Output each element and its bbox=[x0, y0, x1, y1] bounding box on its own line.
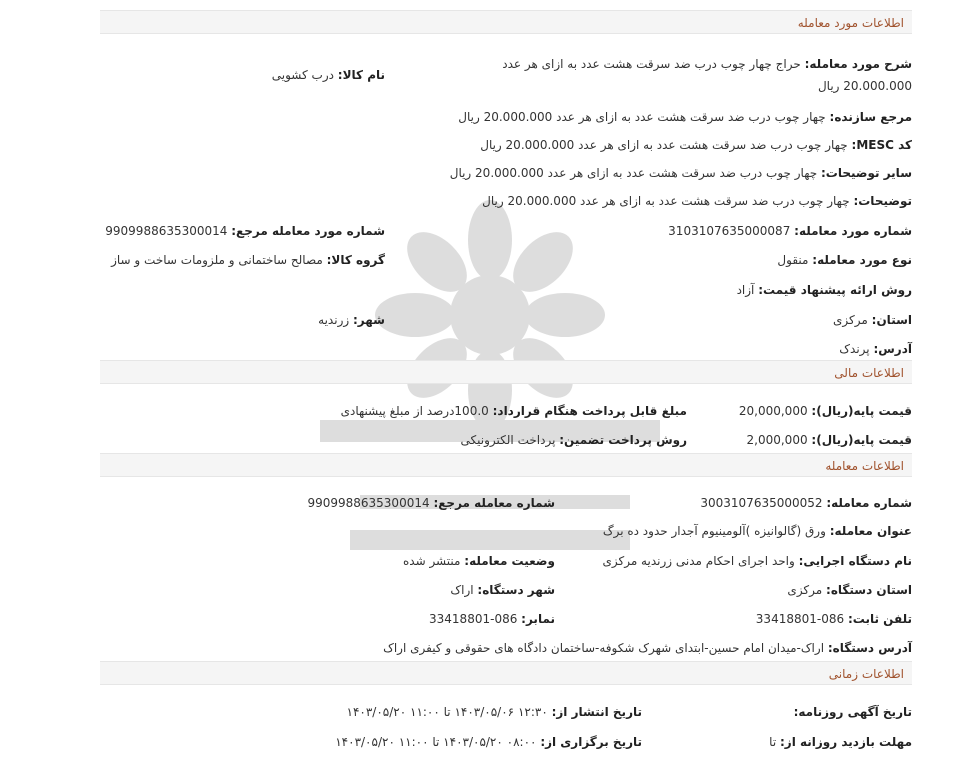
financial-base-price bbox=[739, 402, 912, 420]
deal-phone-value: 086-33418801 bbox=[755, 612, 845, 626]
item-group bbox=[111, 251, 385, 269]
time-newspaper-ad-label: تاریخ آگهی روزنامه: bbox=[793, 705, 912, 719]
time-hold bbox=[335, 733, 642, 751]
deal-title-label: عنوان معامله: bbox=[829, 524, 912, 538]
deal-status bbox=[403, 552, 555, 570]
item-maker bbox=[458, 108, 912, 126]
deal-status-value: منتشر شده bbox=[402, 554, 461, 568]
financial-payable bbox=[341, 402, 687, 420]
item-notes-value: چهار چوب درب ضد سرقت هشت عدد به ازای هر عدد 20.000.000 ریال bbox=[482, 194, 850, 208]
item-address-value: پرندک bbox=[839, 342, 870, 356]
item-notes-label: توضیحات: bbox=[853, 194, 912, 208]
item-group-label: گروه کالا: bbox=[326, 253, 385, 267]
deal-ref-number-value: 9909988635300014 bbox=[307, 496, 430, 510]
section-header-financial: اطلاعات مالی bbox=[100, 360, 912, 384]
item-province-label: استان: bbox=[871, 313, 912, 327]
item-city-label: شهر: bbox=[353, 313, 385, 327]
deal-address-value: اراک-میدان امام حسین-ابتدای شهرک شکوفه-ساختمان دادگاه های حقوقی و کیفری اراک bbox=[383, 641, 825, 655]
time-daily-visit-label: مهلت بازدید روزانه از: bbox=[780, 735, 912, 749]
deal-number bbox=[700, 494, 912, 512]
section-header-time: اطلاعات زمانی bbox=[100, 661, 912, 685]
deal-organization-label: نام دستگاه اجرایی: bbox=[798, 554, 912, 568]
deal-org-city-label: شهر دستگاه: bbox=[477, 583, 555, 597]
item-maker-value: چهار چوب درب ضد سرقت هشت عدد به ازای هر عدد 20.000.000 ریال bbox=[458, 110, 826, 124]
time-newspaper-ad bbox=[794, 703, 912, 721]
item-name-value: درب کشویی bbox=[271, 68, 334, 82]
deal-ref-number-label: شماره معامله مرجع: bbox=[433, 496, 555, 510]
item-mesc-value: چهار چوب درب ضد سرقت هشت عدد به ازای هر عدد 20.000.000 ریال bbox=[480, 138, 848, 152]
time-daily-visit bbox=[769, 733, 912, 751]
item-address bbox=[839, 340, 912, 358]
financial-guarantee-method-value: پرداخت الکترونیکی bbox=[460, 433, 556, 447]
deal-fax bbox=[429, 610, 555, 628]
deal-title bbox=[603, 522, 912, 540]
deal-title-value: ورق (گالوانیزه )آلومینیوم آجدار حدود ده برگ bbox=[602, 524, 826, 538]
item-description-value: حراج چهار چوب درب ضد سرقت هشت عدد به ازای هر عدد 20.000.000 ریال bbox=[502, 57, 912, 93]
deal-org-province bbox=[787, 581, 912, 599]
item-mesc-label: کد MESC: bbox=[851, 138, 912, 152]
item-number-label: شماره مورد معامله: bbox=[794, 224, 912, 238]
deal-org-city-value: اراک bbox=[450, 583, 474, 597]
time-hold-label: تاریخ برگزاری از: bbox=[540, 735, 642, 749]
item-ref-number bbox=[105, 222, 385, 240]
financial-guarantee-method bbox=[461, 431, 687, 449]
deal-number-value: 3003107635000052 bbox=[700, 496, 823, 510]
financial-base-price-2-value: 2,000,000 bbox=[746, 433, 808, 447]
section-header-deal: اطلاعات معامله bbox=[100, 453, 912, 477]
deal-fax-label: نمابر: bbox=[521, 612, 555, 626]
deal-org-province-label: استان دستگاه: bbox=[826, 583, 912, 597]
deal-address bbox=[383, 639, 912, 657]
time-daily-visit-value: تا bbox=[769, 735, 777, 749]
item-address-label: آدرس: bbox=[873, 342, 912, 356]
item-name bbox=[272, 66, 385, 84]
item-group-value: مصالح ساختمانی و ملزومات ساخت و ساز bbox=[111, 253, 323, 267]
deal-ref-number bbox=[307, 494, 555, 512]
deal-phone-label: تلفن ثابت: bbox=[847, 612, 912, 626]
time-publish-value: ۱۲:۳۰ ۱۴۰۳/۰۵/۰۶ تا ۱۱:۰۰ ۱۴۰۳/۰۵/۲۰ bbox=[346, 705, 548, 719]
item-type-label: نوع مورد معامله: bbox=[812, 253, 912, 267]
section-header-item-info: اطلاعات مورد معامله bbox=[100, 10, 912, 34]
item-price-method-value: آزاد bbox=[736, 283, 755, 297]
deal-status-label: وضعیت معامله: bbox=[464, 554, 555, 568]
item-city-value: زرندیه bbox=[318, 313, 350, 327]
item-other-notes-label: سایر توضیحات: bbox=[821, 166, 912, 180]
item-price-method bbox=[737, 281, 912, 299]
time-publish-label: تاریخ انتشار از: bbox=[551, 705, 642, 719]
financial-guarantee-method-label: روش پرداخت تضمین: bbox=[559, 433, 687, 447]
item-description-label: شرح مورد معامله: bbox=[804, 57, 912, 71]
financial-base-price-2 bbox=[747, 431, 912, 449]
item-mesc bbox=[480, 136, 912, 154]
item-type bbox=[777, 251, 912, 269]
item-price-method-label: روش ارائه پیشنهاد قیمت: bbox=[758, 283, 912, 297]
item-province bbox=[833, 311, 912, 329]
deal-phone bbox=[756, 610, 912, 628]
item-name-label: نام کالا: bbox=[337, 68, 385, 82]
item-number bbox=[668, 222, 912, 240]
item-number-value: 3103107635000087 bbox=[668, 224, 791, 238]
item-ref-number-value: 9909988635300014 bbox=[105, 224, 228, 238]
item-province-value: مرکزی bbox=[833, 313, 868, 327]
item-other-notes-value: چهار چوب درب ضد سرقت هشت عدد به ازای هر عدد 20.000.000 ریال bbox=[449, 166, 818, 180]
item-ref-number-label: شماره مورد معامله مرجع: bbox=[231, 224, 385, 238]
deal-number-label: شماره معامله: bbox=[826, 496, 912, 510]
deal-organization bbox=[602, 552, 912, 570]
financial-payable-value: 100.0درصد از مبلغ پیشنهادی bbox=[340, 404, 489, 418]
item-maker-label: مرجع سازنده: bbox=[829, 110, 912, 124]
financial-base-price-label: قیمت پایه(ریال): bbox=[811, 404, 912, 418]
deal-address-label: آدرس دستگاه: bbox=[827, 641, 912, 655]
financial-base-price-value: 20,000,000 bbox=[738, 404, 808, 418]
time-hold-value: ۰۸:۰۰ ۱۴۰۳/۰۵/۲۰ تا ۱۱:۰۰ ۱۴۰۳/۰۵/۲۰ bbox=[335, 735, 537, 749]
deal-org-province-value: مرکزی bbox=[787, 583, 823, 597]
item-notes bbox=[482, 192, 912, 210]
financial-base-price-2-label: قیمت پایه(ریال): bbox=[811, 433, 912, 447]
time-publish bbox=[347, 703, 642, 721]
deal-fax-value: 086-33418801 bbox=[429, 612, 518, 626]
item-city bbox=[318, 311, 385, 329]
deal-org-city bbox=[450, 581, 555, 599]
deal-organization-value: واحد اجرای احکام مدنی زرندیه مرکزی bbox=[602, 554, 795, 568]
item-type-value: منقول bbox=[777, 253, 809, 267]
item-other-notes bbox=[450, 164, 912, 182]
item-description bbox=[442, 53, 912, 97]
financial-payable-label: مبلغ قابل پرداخت هنگام قرارداد: bbox=[492, 404, 687, 418]
